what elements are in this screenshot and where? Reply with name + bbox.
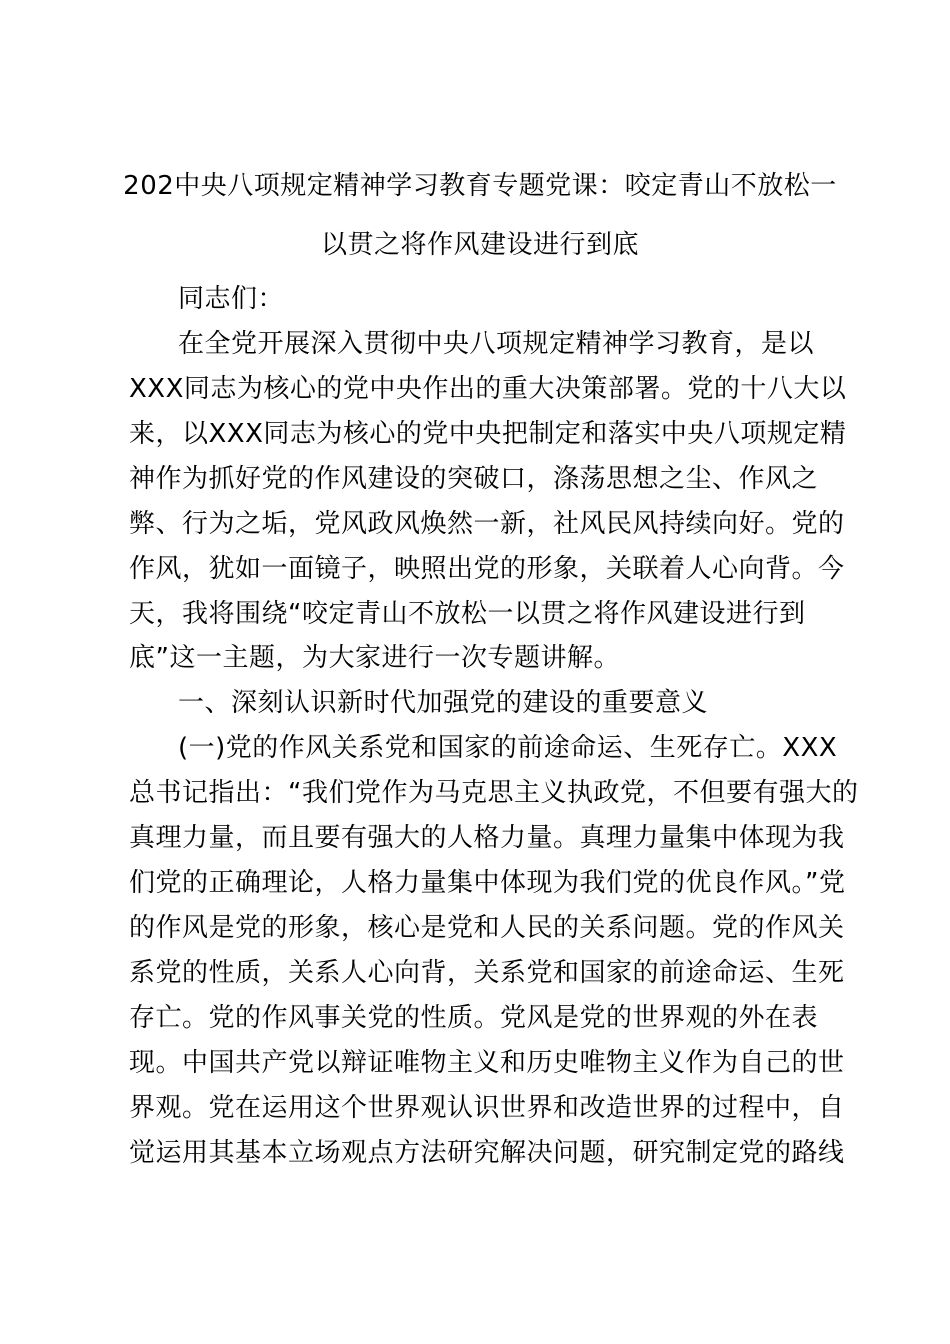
body-line: XXX同志为核心的党中央作出的重大决策部署。党的十八大以 bbox=[129, 374, 847, 404]
body-line: 天，我将围绕“咬定青山不放松一以贯之将作风建设进行到 bbox=[129, 599, 806, 629]
salutation: 同志们： bbox=[178, 284, 285, 314]
body-line: 存亡。党的作风事关党的性质。党风是党的世界观的外在表 bbox=[129, 1003, 819, 1033]
body-line: 觉运用其基本立场观点方法研究解决问题，研究制定党的路线 bbox=[129, 1138, 845, 1168]
body-line: 们党的正确理论，人格力量集中体现为我们党的优良作风。”党 bbox=[129, 868, 846, 898]
body-line: 神作为抓好党的作风建设的突破口，涤荡思想之尘、作风之 bbox=[129, 464, 819, 494]
body-line: 总书记指出：“我们党作为马克思主义执政党，不但要有强大的 bbox=[129, 778, 859, 808]
document-title-line-1: 202中央八项规定精神学习教育专题党课：咬定青山不放松一 bbox=[123, 171, 837, 201]
body-line: 底”这一主题，为大家进行一次专题讲解。 bbox=[129, 643, 620, 673]
body-line: 界观。党在运用这个世界观认识世界和改造世界的过程中，自 bbox=[129, 1093, 845, 1123]
body-line: 来，以XXX同志为核心的党中央把制定和落实中央八项规定精 bbox=[129, 419, 847, 449]
body-line: 在全党开展深入贯彻中央八项规定精神学习教育，是以 bbox=[178, 329, 815, 359]
subsection-heading: (一)党的作风关系党和国家的前途命运、生死存亡。XXX bbox=[178, 733, 838, 763]
body-line: 系党的性质，关系人心向背，关系党和国家的前途命运、生死 bbox=[129, 958, 845, 988]
document-title-line-2: 以贯之将作风建设进行到底 bbox=[320, 230, 639, 260]
body-line: 弊、行为之垢，党风政风焕然一新，社风民风持续向好。党的 bbox=[129, 509, 845, 539]
body-line: 作风，犹如一面镜子，映照出党的形象，关联着人心向背。今 bbox=[129, 554, 845, 584]
section-heading: 一、深刻认识新时代加强党的建设的重要意义 bbox=[178, 688, 709, 718]
body-line: 现。中国共产党以辩证唯物主义和历史唯物主义作为自己的世 bbox=[129, 1048, 845, 1078]
body-line: 的作风是党的形象，核心是党和人民的关系问题。党的作风关 bbox=[129, 913, 845, 943]
body-line: 真理力量，而且要有强大的人格力量。真理力量集中体现为我 bbox=[129, 823, 845, 853]
